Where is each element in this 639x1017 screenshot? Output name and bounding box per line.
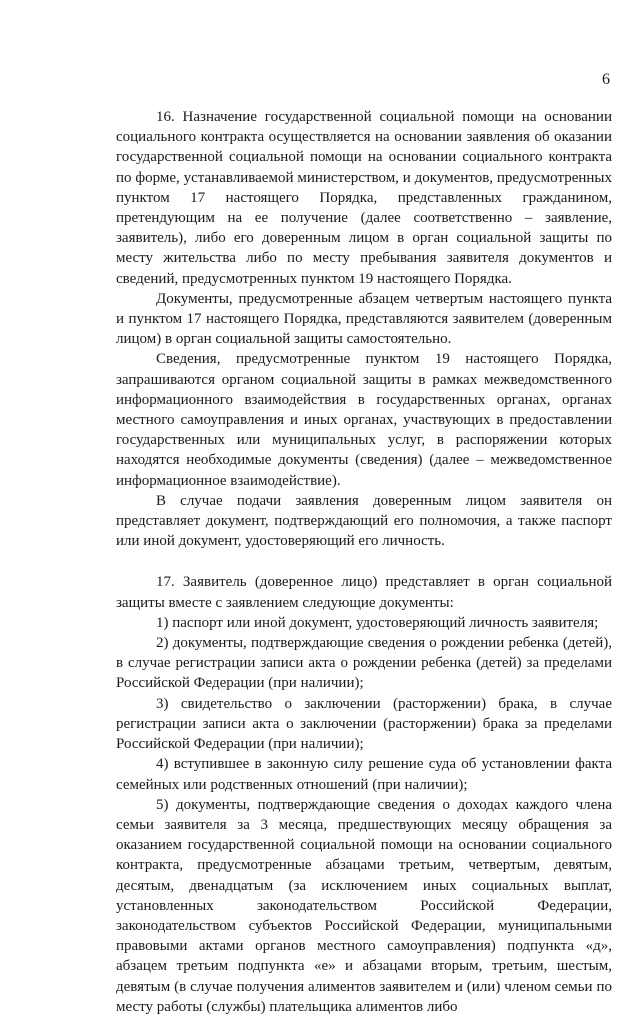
page-number: 6 — [602, 71, 610, 88]
list-item-1: 1) паспорт или иной документ, удостоверяющий личность заявителя; — [156, 614, 599, 631]
paragraph-proxy: В случае подачи заявления доверенным лицом заявителя он представляет документ, подтверждающий его полномочия, а также паспорт или иной документ, удостоверяющий его личность. — [116, 492, 612, 550]
document-body — [116, 107, 612, 1017]
list-item-2: 2) документы, подтверждающие сведения о рождении ребенка (детей), в случае регистрации записи акта о рождении ребенка (детей) за пределами Российской Федерации (при наличии); — [116, 635, 612, 692]
paragraph-documents: Документы, предусмотренные абзацем четвертым настоящего пункта и пунктом 17 настоящего Порядка, представляются заявителем (доверенным лицом) в орган социальной защиты самостоятельно. — [116, 290, 612, 348]
list-item-3: 3) свидетельство о заключении (расторжении) брака, в случае регистрации записи акта о заключении (расторжении) брака за пределами Российской Федерации (при наличии); — [116, 695, 612, 753]
list-item-4: 4) вступившее в законную силу решение суда об установлении факта семейных или родственных отношений (при наличии); — [116, 756, 612, 793]
paragraph-16: 16. Назначение государственной социальной помощи на основании социального контракта осуществляется на основании заявления об оказании государственной социальной помощи на основании социального контракта по форме, устанавливаемой министерством, и документов, предусмотренных пунктом 17 настоящего Порядка, представленных гражданином, претендующим на ее получение (далее соответственно – заявление, заявитель), либо его доверенным лицом в орган социальной защиты по месту жительства либо по месту пребывания заявителя документов и сведений, предусмотренных пунктом 19 настоящего Порядка. — [116, 109, 612, 287]
list-item-5: 5) документы, подтверждающие сведения о доходах каждого члена семьи заявителя за 3 месяца, предшествующих месяцу обращения за оказанием государственной социальной помощи на основании социального контракта, предусмотренные абзацами третьим, четвертым, девятым, десятым, двенадцатым (за исключением иных социальных выплат, установленных законодательством Российской Федерации, законодательством субъектов Российской Федерации, муниципальными правовыми актами органов местного самоуправления) подпункта «д», абзацем третьим подпункта «е» и абзацами вторым, третьим, шестым, девятым (в случае получения алиментов заявителем и (или) членом семьи по месту работы (службы) плательщика алиментов либо — [116, 796, 612, 1015]
paragraph-information: Сведения, предусмотренные пунктом 19 настоящего Порядка, запрашиваются органом социальной защиты в рамках межведомственного информационного взаимодействия в государственных органах, органах местного самоуправления и иных органах, участвующих в предоставлении государственных или муниципальных услуг, в распоряжении которых находятся необходимые документы (сведения) (далее – межведомственное информационное взаимодействие). — [116, 351, 612, 489]
paragraph-17: 17. Заявитель (доверенное лицо) представляет в орган социальной защиты вместе с заявлением следующие документы: — [116, 574, 612, 611]
